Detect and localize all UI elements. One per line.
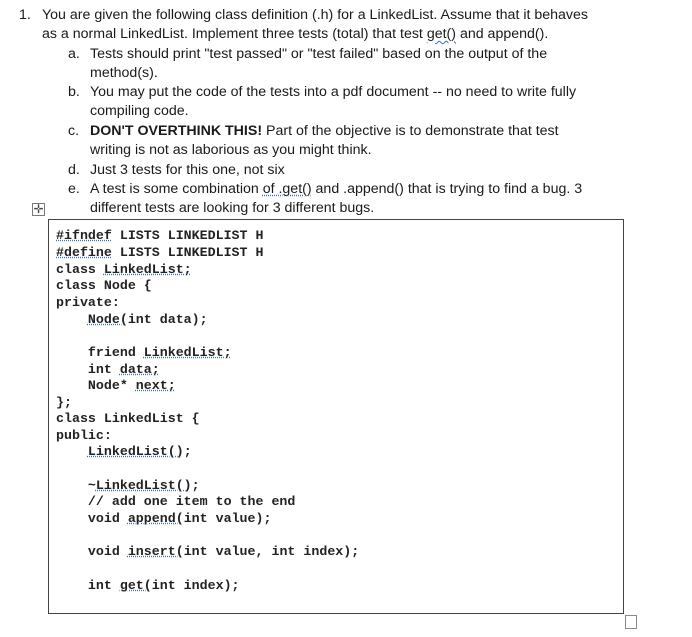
code-line-12: class LinkedList { (56, 411, 200, 426)
code-line-14: LinkedList(); (87, 444, 192, 459)
item-a-letter: a. (68, 46, 80, 62)
code-line-10: Node* next; (56, 378, 176, 393)
code-line-20: void insert(int value, int index); (56, 544, 360, 559)
item-e-pre: A test is some combination (90, 181, 263, 197)
item-c-emphasis: DON'T OVERTHINK THIS! (90, 123, 263, 139)
code-line-13: public: (56, 428, 112, 443)
question-number: 1. (19, 7, 31, 23)
item-c-line-1 (90, 122, 559, 141)
item-c-rest: Part of the objective is to demonstrate that test (262, 123, 559, 139)
table-resize-handle[interactable] (625, 615, 637, 629)
item-d-line-1: Just 3 tests for this one, not six (90, 162, 285, 178)
item-a-line-2: method(s). (90, 65, 158, 81)
code-line-2: #define LISTS LINKEDLIST H (56, 245, 264, 260)
question-line-2 (42, 25, 548, 44)
code-line-6: Node(int data); (87, 312, 208, 327)
code-line-16: ~LinkedList(); (56, 478, 200, 493)
code-line-4: class Node { (56, 278, 152, 293)
get-method-ref: get() (426, 26, 456, 42)
code-line-1: #ifndef LISTS LINKEDLIST H (56, 228, 264, 243)
item-e-line-1 (90, 180, 582, 199)
code-line-22: int get(int index); (56, 578, 240, 593)
item-a-line-1: Tests should print "test passed" or "test failed" based on the output of the (90, 46, 548, 62)
item-e-get-ref: of .get() (262, 181, 312, 197)
question-line-2-post: and append(). (456, 26, 549, 42)
code-line-3: class LinkedList; (56, 262, 192, 277)
item-b-letter: b. (68, 84, 80, 100)
question-line-1: You are given the following class definition (.h) for a LinkedList. Assume that it behaves (42, 7, 589, 23)
code-line-11: }; (56, 395, 72, 410)
code-line-5: private: (56, 295, 120, 310)
table-move-handle-icon[interactable]: ✛ (33, 202, 44, 216)
item-e-line-2: different tests are looking for 3 different bugs. (90, 200, 375, 216)
code-line-18: void append(int value); (56, 511, 272, 526)
item-d-letter: d. (68, 162, 80, 178)
item-e-letter: e. (68, 181, 80, 197)
code-line-9: int data; (56, 362, 160, 377)
item-c-letter: c. (68, 123, 80, 139)
code-line-17: // add one item to the end (56, 494, 296, 509)
code-line-8: friend LinkedList; (56, 345, 232, 360)
item-c-line-2: writing is not as laborious as you might think. (90, 142, 372, 158)
item-b-line-2: compiling code. (90, 103, 189, 119)
question-line-2-pre: as a normal LinkedList. Implement three tests (total) that test (42, 26, 427, 42)
item-e-post: and .append() that is trying to find a bug. 3 (311, 181, 583, 197)
item-b-line-1: You may put the code of the tests into a pdf document -- no need to write fully (90, 84, 577, 100)
